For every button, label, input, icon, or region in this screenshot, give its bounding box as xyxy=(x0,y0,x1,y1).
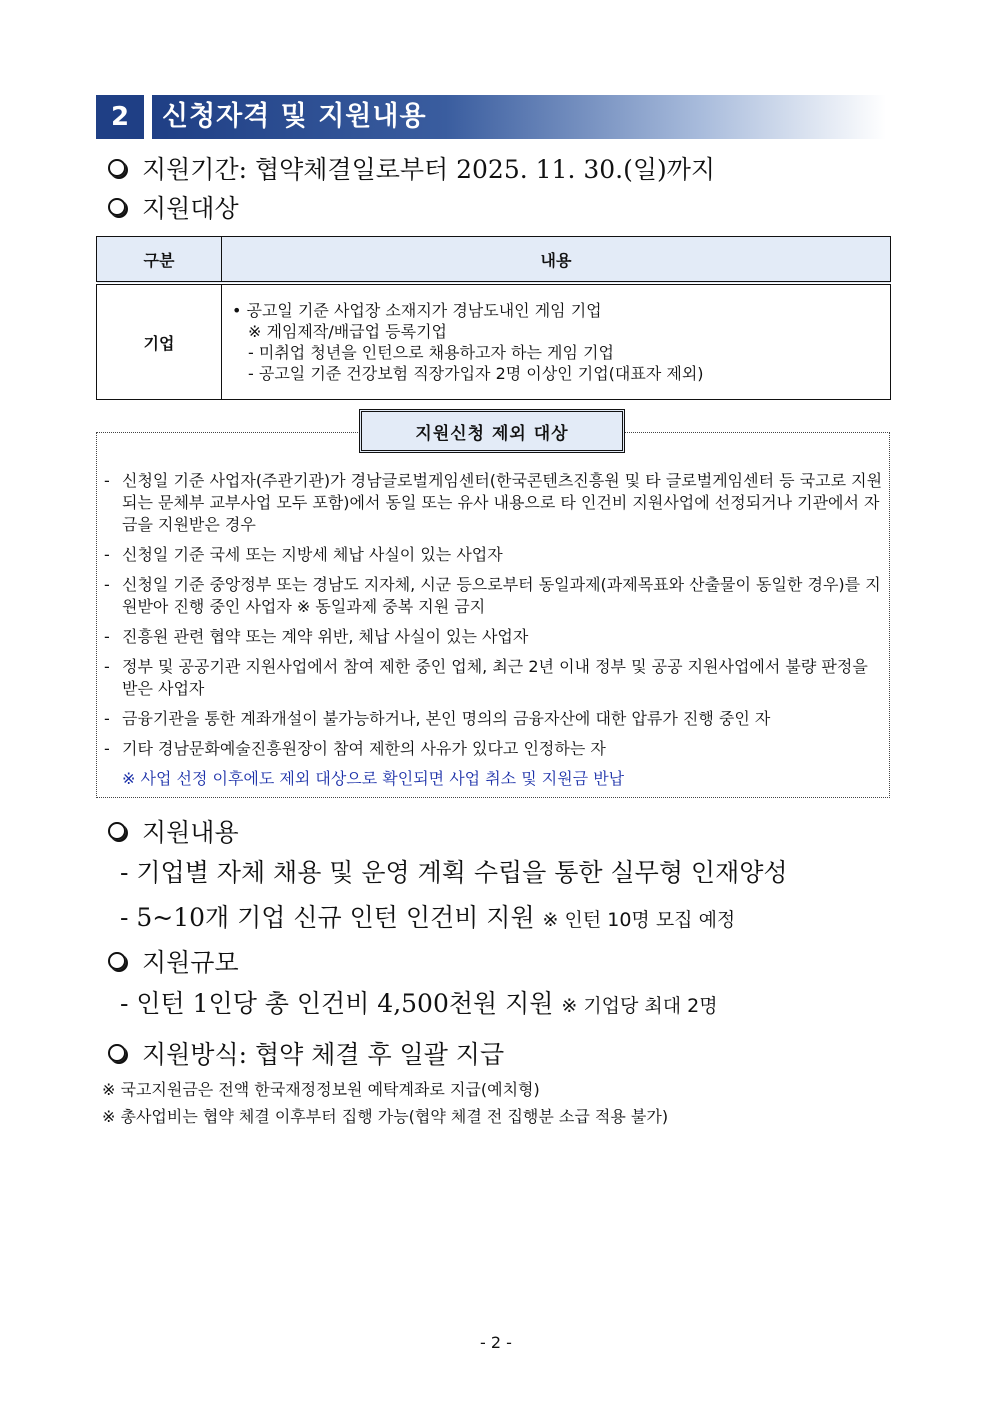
content-line: ※ 게임제작/배급업 등록기업 xyxy=(248,322,447,341)
section-header xyxy=(96,95,886,139)
circle-bullet-icon xyxy=(108,159,126,177)
content-line-1: - 기업별 자체 채용 및 운영 계획 수립을 통한 실무형 인재양성 xyxy=(120,858,788,887)
row-content xyxy=(222,283,891,400)
content-line: - 공고일 기준 건강보험 직장가입자 2명 이상인 기업(대표자 제외) xyxy=(248,364,704,383)
list-item: - 신청일 기준 사업자(주관기관)가 경남글로벌게임센터(한국콘텐츠진흥원 및 타 글로벌게임센터 등 국고로 지원되는 문체부 교부사업 모두 포함)에서 동일 또는 유사 내용으로 타 인건비 지원사업에 선정되거나 기관에서 자금을 지원받은 경우 xyxy=(104,471,883,534)
period-line xyxy=(108,150,715,186)
scale-heading xyxy=(108,943,239,979)
circle-bullet-icon xyxy=(108,198,126,216)
content-line-2 xyxy=(120,898,735,934)
content-heading xyxy=(108,813,239,849)
content-line: • 공고일 기준 사업장 소재지가 경남도내인 게임 기업 xyxy=(232,301,602,320)
page-number: - 2 - xyxy=(480,1333,512,1352)
note-2: ※ 총사업비는 협약 체결 이후부터 집행 가능(협약 체결 전 집행분 소급 적용 불가) xyxy=(102,1107,669,1126)
period-text: 지원기간: 협약체결일로부터 2025. 11. 30.(일)까지 xyxy=(142,155,716,184)
scale-label: 지원규모 xyxy=(142,948,239,977)
exclusion-title: 지원신청 제외 대상 xyxy=(359,409,625,453)
table-row xyxy=(97,283,891,400)
target-table xyxy=(96,236,891,400)
exclusion-note: ※ 사업 선정 이후에도 제외 대상으로 확인되면 사업 취소 및 지원금 반납 xyxy=(122,769,625,788)
content-line-2-main: - 5~10개 기업 신규 인턴 인건비 지원 xyxy=(120,903,535,932)
section-number: 2 xyxy=(96,95,144,139)
list-item: - 신청일 기준 국세 또는 지방세 체납 사실이 있는 사업자 xyxy=(104,545,503,564)
section-title: 신청자격 및 지원내용 xyxy=(162,101,427,132)
content-line-2-note: ※ 인턴 10명 모집 예정 xyxy=(542,909,736,931)
content-line: - 미취업 청년을 인턴으로 채용하고자 하는 게임 기업 xyxy=(248,343,614,362)
list-item: - 신청일 기준 중앙정부 또는 경남도 지자체, 시군 등으로부터 동일과제(과제목표와 산출물이 동일한 경우)를 지원받아 진행 중인 사업자 ※ 동일과제 중복 지원 금지 xyxy=(104,575,881,616)
scale-line-main: - 인턴 1인당 총 인건비 4,500천원 지원 xyxy=(120,989,554,1018)
note-1: ※ 국고지원금은 전액 한국재정정보원 예탁계좌로 지급(예치형) xyxy=(102,1080,540,1099)
target-heading xyxy=(108,189,239,225)
exclusion-list xyxy=(104,470,884,790)
circle-bullet-icon xyxy=(108,822,126,840)
table-header-row xyxy=(97,237,891,284)
row-category: 기업 xyxy=(97,283,222,400)
target-label: 지원대상 xyxy=(142,194,239,223)
header-content: 내용 xyxy=(222,237,891,284)
method-heading xyxy=(108,1035,504,1071)
list-item: - 정부 및 공공기관 지원사업에서 참여 제한 중인 업체, 최근 2년 이내 정부 및 공공 지원사업에서 불량 판정을 받은 사업자 xyxy=(104,657,868,698)
scale-line xyxy=(120,984,718,1020)
circle-bullet-icon xyxy=(108,1044,126,1062)
method-label: 지원방식: 협약 체결 후 일괄 지급 xyxy=(142,1040,505,1069)
list-item: - 금융기관을 통한 계좌개설이 불가능하거나, 본인 명의의 금융자산에 대한 압류가 진행 중인 자 xyxy=(104,709,771,728)
header-category: 구분 xyxy=(97,237,222,284)
list-item: - 기타 경남문화예술진흥원장이 참여 제한의 사유가 있다고 인정하는 자 xyxy=(104,739,606,758)
circle-bullet-icon xyxy=(108,952,126,970)
list-item: - 진흥원 관련 협약 또는 계약 위반, 체납 사실이 있는 사업자 xyxy=(104,627,529,646)
scale-line-note: ※ 기업당 최대 2명 xyxy=(561,995,718,1017)
content-label: 지원내용 xyxy=(142,818,239,847)
